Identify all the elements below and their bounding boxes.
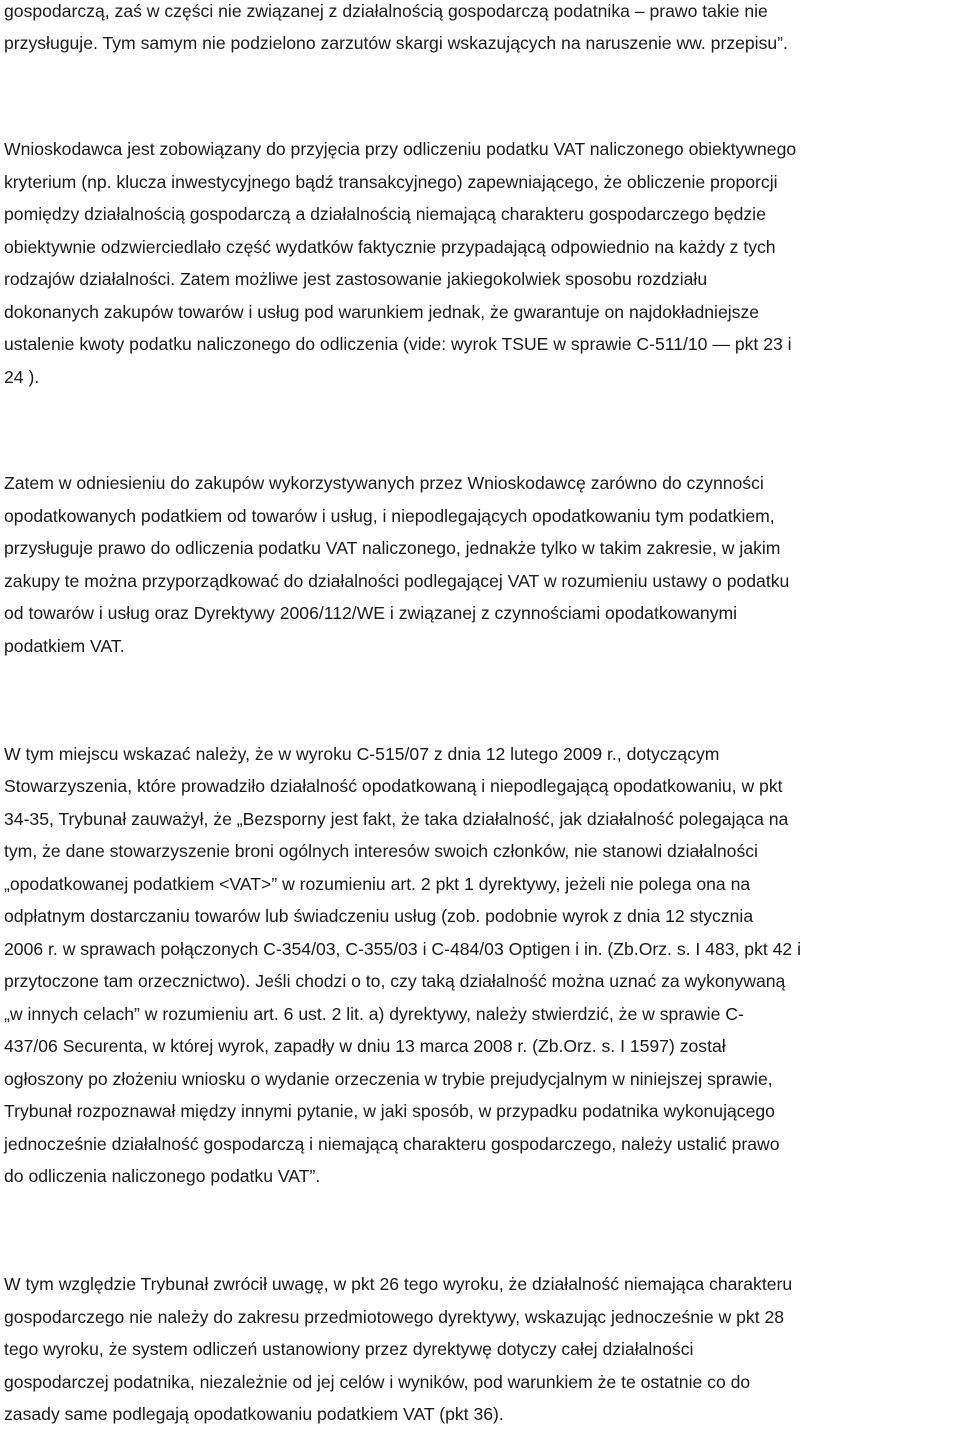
paragraph-4-line-13: jednocześnie działalność gospodarczą i niemającą charakteru gospodarczego, należy ustalić prawo [4,1134,780,1154]
paragraph-3-line-3: przysługuje prawo do odliczenia podatku VAT naliczonego, jednakże tylko w takim zakresie, w jakim [4,538,781,558]
paragraph-4-line-14: do odliczenia naliczonego podatku VAT”. [4,1166,321,1186]
paragraph-4-line-1: W tym miejscu wskazać należy, że w wyroku C-515/07 z dnia 12 lutego 2009 r., dotyczącym [4,744,720,764]
paragraph-4-line-4: tym, że dane stowarzyszenie broni ogólnych interesów swoich członków, nie stanowi działalności [4,841,758,861]
paragraph-2-line-2: kryterium (np. klucza inwestycyjnego bądź transakcyjnego) zapewniającego, że obliczenie proporcji [4,172,778,192]
paragraph-3-line-5: od towarów i usług oraz Dyrektywy 2006/112/WE i związanej z czynnościami opodatkowanymi [4,603,738,623]
paragraph-4-line-11: ogłoszony po złożeniu wniosku o wydanie orzeczenia w trybie prejudycjalnym w niniejszej sprawie, [4,1069,773,1089]
paragraph-4-line-8: przytoczone tam orzecznictwo). Jeśli chodzi o to, czy taką działalność można uznać za wykonywaną [4,971,786,991]
paragraph-2-line-6: dokonanych zakupów towarów i usług pod warunkiem jednak, że gwarantuje on najdokładniejsze [4,302,760,322]
paragraph-4-line-3: 34-35, Trybunał zauważył, że „Bezsporny jest fakt, że taka działalność, jak działalność polegająca na [4,809,789,829]
paragraph-1-line-1: gospodarczą, zaś w części nie związanej z działalnością gospodarczą podatnika – prawo takie nie [4,1,768,21]
paragraph-3-line-6: podatkiem VAT. [4,636,125,656]
paragraph-2-line-4: obiektywnie odzwierciedlało część wydatków faktycznie przypadającą odpowiednio na każdy z tych [4,237,776,257]
paragraph-3-line-4: zakupy te można przyporządkować do działalności podlegającej VAT w rozumieniu ustawy o podatku [4,571,790,591]
paragraph-4-line-6: odpłatnym dostarczaniu towarów lub świadczeniu usług (zob. podobnie wyrok z dnia 12 stycznia [4,906,754,926]
paragraph-4-line-12: Trybunał rozpoznawał między innymi pytanie, w jaki sposób, w przypadku podatnika wykonującego [4,1101,775,1121]
paragraph-2-line-3: pomiędzy działalnością gospodarczą a działalnością niemającą charakteru gospodarczego będzie [4,204,766,224]
paragraph-5-line-4: gospodarczej podatnika, niezależnie od jej celów i wyników, pod warunkiem że te ostatnie co do [4,1372,751,1392]
paragraph-3-line-2: opodatkowanych podatkiem od towarów i usług, i niepodlegających opodatkowaniu tym podatkiem, [4,506,775,526]
paragraph-4-line-5: „opodatkowanej podatkiem <VAT>” w rozumieniu art. 2 pkt 1 dyrektywy, jeżeli nie polega ona na [4,874,751,894]
paragraph-5-line-2: gospodarczego nie należy do zakresu przedmiotowego dyrektywy, wskazując jednocześnie w pkt 28 [4,1307,785,1327]
paragraph-2-line-5: rodzajów działalności. Zatem możliwe jest zastosowanie jakiegokolwiek sposobu rozdziału [4,269,708,289]
paragraph-4-line-10: 437/06 Securenta, w której wyrok, zapadły w dniu 13 marca 2008 r. (Zb.Orz. s. I 1597) został [4,1036,726,1056]
paragraph-2-line-8: 24 ). [4,367,40,387]
paragraph-1-line-2: przysługuje. Tym samym nie podzielono zarzutów skargi wskazujących na naruszenie ww. przepisu”. [4,33,788,53]
paragraph-2-line-1: Wnioskodawca jest zobowiązany do przyjęcia przy odliczeniu podatku VAT naliczonego obiektywnego [4,139,797,159]
paragraph-3-line-1: Zatem w odniesieniu do zakupów wykorzystywanych przez Wnioskodawcę zarówno do czynności [4,473,764,493]
paragraph-5-line-3: tego wyroku, że system odliczeń ustanowiony przez dyrektywę dotyczy całej działalności [4,1339,694,1359]
paragraph-4-line-7: 2006 r. w sprawach połączonych C-354/03, C-355/03 i C-484/03 Optigen i in. (Zb.Orz. s. I 483, pkt 42 i [4,939,802,959]
paragraph-5-line-1: W tym względzie Trybunał zwrócił uwagę, w pkt 26 tego wyroku, że działalność niemająca charakteru [4,1274,793,1294]
paragraph-2-line-7: ustalenie kwoty podatku naliczonego do odliczenia (vide: wyrok TSUE w sprawie C-511/10 — pkt 23 i [4,334,792,354]
paragraph-4-line-2: Stowarzyszenia, które prowadziło działalność opodatkowaną i niepodlegającą opodatkowaniu, w pkt [4,776,783,796]
paragraph-4-line-9: „w innych celach” w rozumieniu art. 6 ust. 2 lit. a) dyrektywy, należy stwierdzić, że w sprawie C- [4,1004,744,1024]
paragraph-5-line-5: zasady same podlegają opodatkowaniu podatkiem VAT (pkt 36). [4,1404,504,1424]
